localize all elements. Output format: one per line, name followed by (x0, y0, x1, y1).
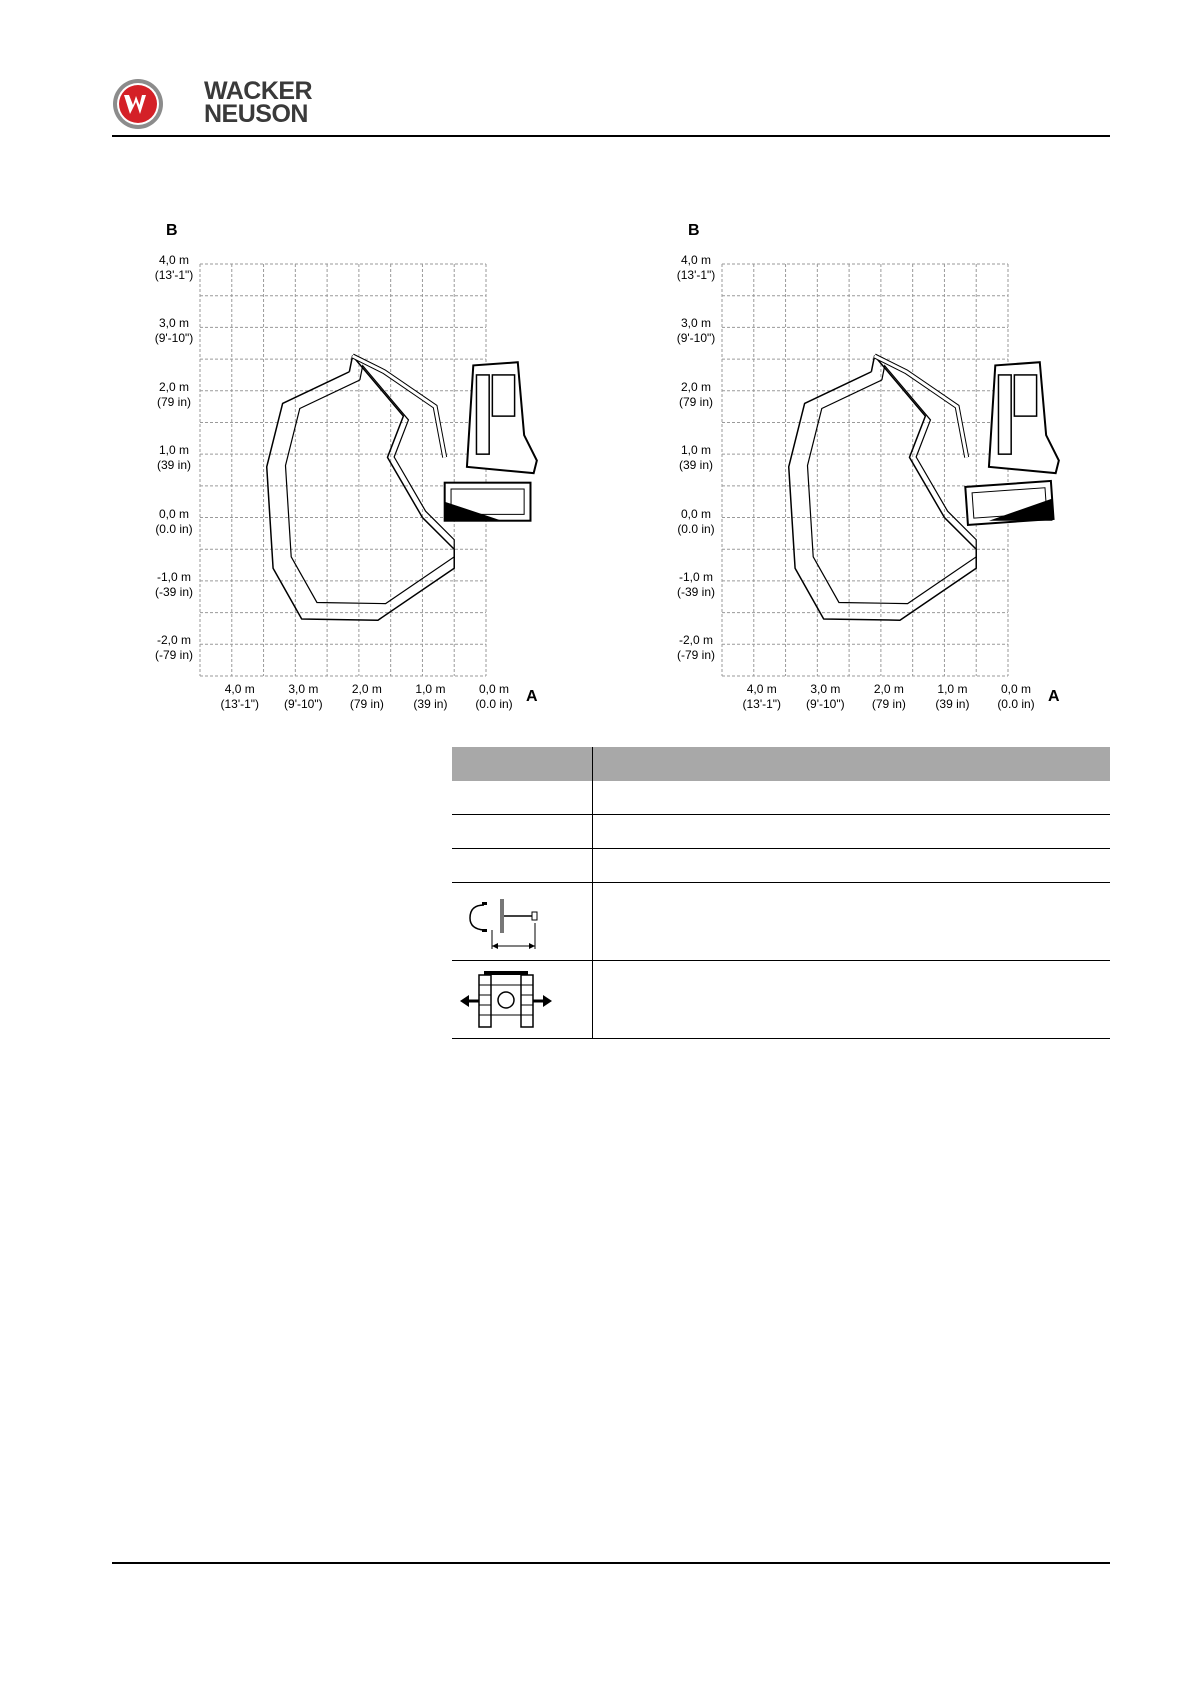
y-tick-label: -1,0 m (-39 in) (154, 569, 193, 599)
y-tick-label: 1,0 m (39 in) (678, 443, 713, 473)
table-cell (593, 883, 1111, 961)
boom-offset-width-icon (452, 883, 593, 961)
working-range-chart-left (130, 222, 610, 728)
table-cell (452, 781, 593, 815)
x-axis-label: A (1048, 688, 1060, 705)
y-tick-label: 4,0 m (13'-1") (676, 253, 716, 282)
table-header-cell-2 (593, 747, 1111, 781)
x-tick-label: 4,0 m (13'-1") (742, 682, 782, 711)
table-row (452, 883, 1110, 961)
x-tick-label: 0,0 m (0.0 in) (997, 682, 1035, 711)
table-row (452, 849, 1110, 883)
footer-rule (112, 1562, 1110, 1564)
table-header-row (452, 747, 1110, 781)
y-tick-label: -2,0 m (-79 in) (676, 633, 715, 663)
x-tick-label: 1,0 m (39 in) (935, 682, 970, 711)
x-tick-label: 2,0 m (79 in) (349, 682, 384, 711)
wacker-neuson-w-logo-icon (112, 78, 164, 130)
y-tick-label: 0,0 m (0.0 in) (677, 506, 715, 536)
header-rule (112, 135, 1110, 137)
table-row (452, 961, 1110, 1039)
table-header-cell-1 (452, 747, 593, 781)
y-axis-label: B (166, 222, 178, 239)
excavator-icon (353, 356, 537, 521)
y-tick-label: 3,0 m (9'-10") (154, 316, 194, 346)
y-axis-label: B (688, 222, 700, 239)
excavator-icon (875, 356, 1059, 525)
table-cell (593, 781, 1111, 815)
y-tick-label: 0,0 m (0.0 in) (155, 506, 193, 536)
table-cell (593, 815, 1111, 849)
brand-line-2: NEUSON (204, 100, 308, 128)
x-tick-label: 1,0 m (39 in) (413, 682, 448, 711)
table-cell (452, 815, 593, 849)
x-tick-label: 0,0 m (0.0 in) (475, 682, 513, 711)
table-row (452, 781, 1110, 815)
y-tick-label: 4,0 m (13'-1") (154, 253, 194, 282)
x-tick-label: 2,0 m (79 in) (871, 682, 906, 711)
brand-wordmark (204, 77, 313, 128)
y-tick-label: 3,0 m (9'-10") (676, 316, 716, 346)
dimension-table (452, 747, 1110, 1039)
y-tick-label: -2,0 m (-79 in) (154, 633, 193, 663)
table-cell (593, 849, 1111, 883)
x-tick-label: 3,0 m (9'-10") (806, 682, 845, 711)
x-tick-label: 3,0 m (9'-10") (284, 682, 323, 711)
x-tick-label: 4,0 m (13'-1") (220, 682, 260, 711)
y-tick-label: -1,0 m (-39 in) (676, 569, 715, 599)
table-row (452, 815, 1110, 849)
y-tick-label: 2,0 m (79 in) (156, 379, 191, 409)
y-tick-label: 2,0 m (79 in) (678, 379, 713, 409)
table-cell (593, 961, 1111, 1039)
x-axis-label: A (526, 688, 538, 705)
brand-line-1: WACKER (204, 77, 313, 105)
y-tick-label: 1,0 m (39 in) (156, 443, 191, 473)
working-range-chart-right (652, 222, 1132, 728)
table-cell (452, 849, 593, 883)
track-width-extend-icon (452, 961, 593, 1039)
